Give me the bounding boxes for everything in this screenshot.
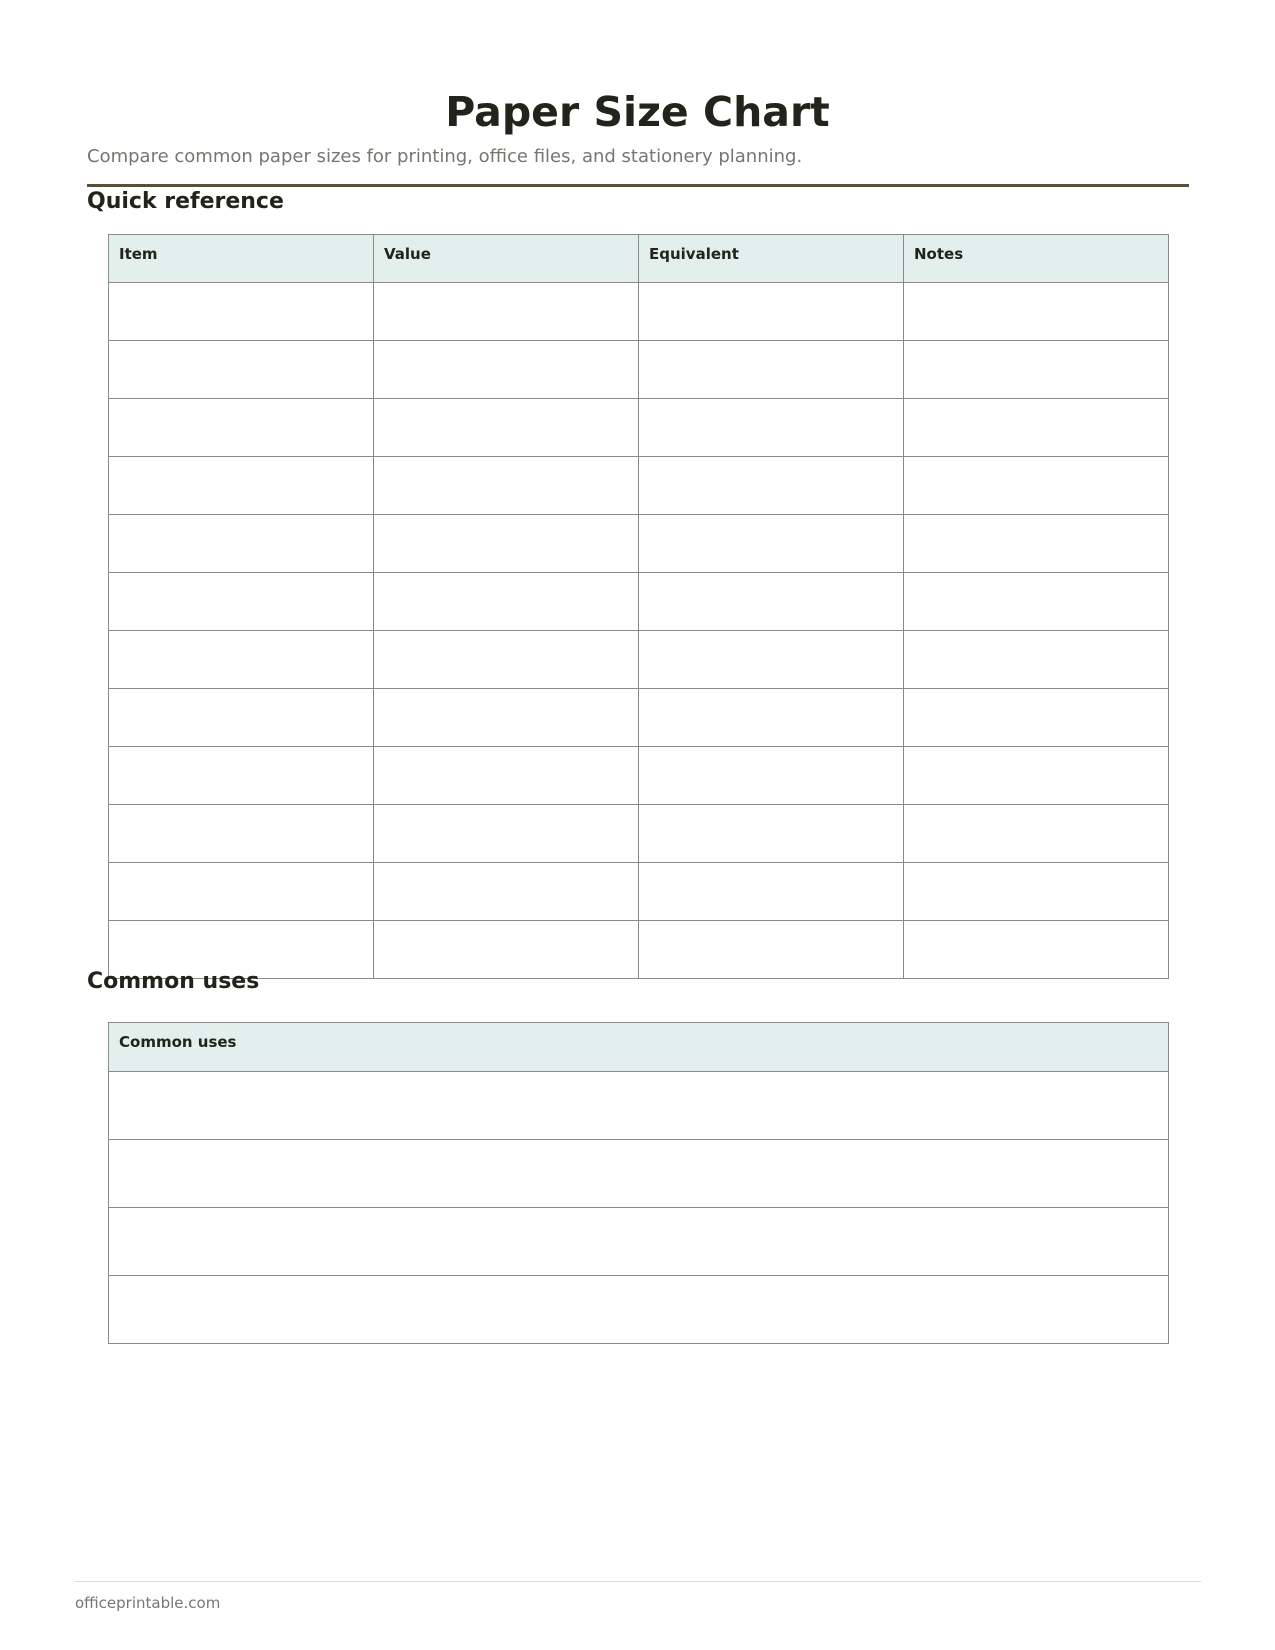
table-cell[interactable] [109,457,374,515]
table-cell[interactable] [904,515,1169,573]
table-row [109,1276,1169,1344]
table-cell[interactable] [374,515,639,573]
table-row [109,399,1169,457]
table-cell[interactable] [109,341,374,399]
table-cell[interactable] [109,1140,1169,1208]
table-cell[interactable] [374,631,639,689]
table-cell[interactable] [374,805,639,863]
table-row [109,1208,1169,1276]
table-row [109,457,1169,515]
table-row [109,515,1169,573]
table-row [109,805,1169,863]
table-cell[interactable] [904,863,1169,921]
footer-divider [75,1581,1201,1582]
table-cell[interactable] [904,573,1169,631]
table-cell[interactable] [109,1072,1169,1140]
table-cell[interactable] [374,457,639,515]
table-cell[interactable] [639,341,904,399]
table-cell[interactable] [374,341,639,399]
table-cell[interactable] [904,399,1169,457]
table-cell[interactable] [109,1276,1169,1344]
table-cell[interactable] [374,863,639,921]
table-row [109,341,1169,399]
column-header-equivalent: Equivalent [639,235,904,283]
table-cell[interactable] [904,457,1169,515]
table-row [109,1072,1169,1140]
table-cell[interactable] [639,805,904,863]
table-cell[interactable] [639,921,904,979]
table-row [109,283,1169,341]
table-cell[interactable] [109,631,374,689]
table-cell[interactable] [109,399,374,457]
table-row [109,747,1169,805]
quick-reference-table [108,234,1169,979]
table-cell[interactable] [639,457,904,515]
table-cell[interactable] [109,1208,1169,1276]
table-cell[interactable] [639,863,904,921]
table-cell[interactable] [904,631,1169,689]
column-header-value: Value [374,235,639,283]
table-cell[interactable] [639,747,904,805]
table-cell[interactable] [639,573,904,631]
table-cell[interactable] [904,921,1169,979]
table-cell[interactable] [639,399,904,457]
table-cell[interactable] [639,515,904,573]
table-cell[interactable] [109,515,374,573]
table-cell[interactable] [904,689,1169,747]
table-cell[interactable] [639,631,904,689]
table-row [109,573,1169,631]
table-cell[interactable] [109,283,374,341]
table-cell[interactable] [374,573,639,631]
quick-reference-body [109,283,1169,979]
common-uses-heading: Common uses [87,969,260,994]
table-row [109,863,1169,921]
column-header-item: Item [109,235,374,283]
quick-reference-header-row [109,235,1169,283]
table-row [109,689,1169,747]
table-cell[interactable] [109,573,374,631]
column-header-notes: Notes [904,235,1169,283]
table-cell[interactable] [904,805,1169,863]
table-cell[interactable] [109,805,374,863]
table-row [109,631,1169,689]
table-cell[interactable] [109,689,374,747]
quick-reference-heading: Quick reference [87,189,284,214]
common-uses-header-row [109,1023,1169,1072]
column-header-common-uses: Common uses [109,1023,1169,1072]
title-divider [87,184,1189,187]
table-cell[interactable] [639,689,904,747]
table-cell[interactable] [904,283,1169,341]
table-cell[interactable] [374,399,639,457]
page-title: Paper Size Chart [445,88,830,136]
common-uses-body [109,1072,1169,1344]
table-row [109,921,1169,979]
table-row [109,1140,1169,1208]
table-cell[interactable] [374,747,639,805]
table-cell[interactable] [109,747,374,805]
table-cell[interactable] [374,921,639,979]
table-cell[interactable] [904,747,1169,805]
common-uses-table [108,1022,1169,1344]
table-cell[interactable] [374,689,639,747]
page-subtitle: Compare common paper sizes for printing, office files, and stationery planning. [87,146,803,167]
table-cell[interactable] [374,283,639,341]
table-cell[interactable] [904,341,1169,399]
footer-site-name: officeprintable.com [75,1594,221,1612]
table-cell[interactable] [639,283,904,341]
table-cell[interactable] [109,863,374,921]
